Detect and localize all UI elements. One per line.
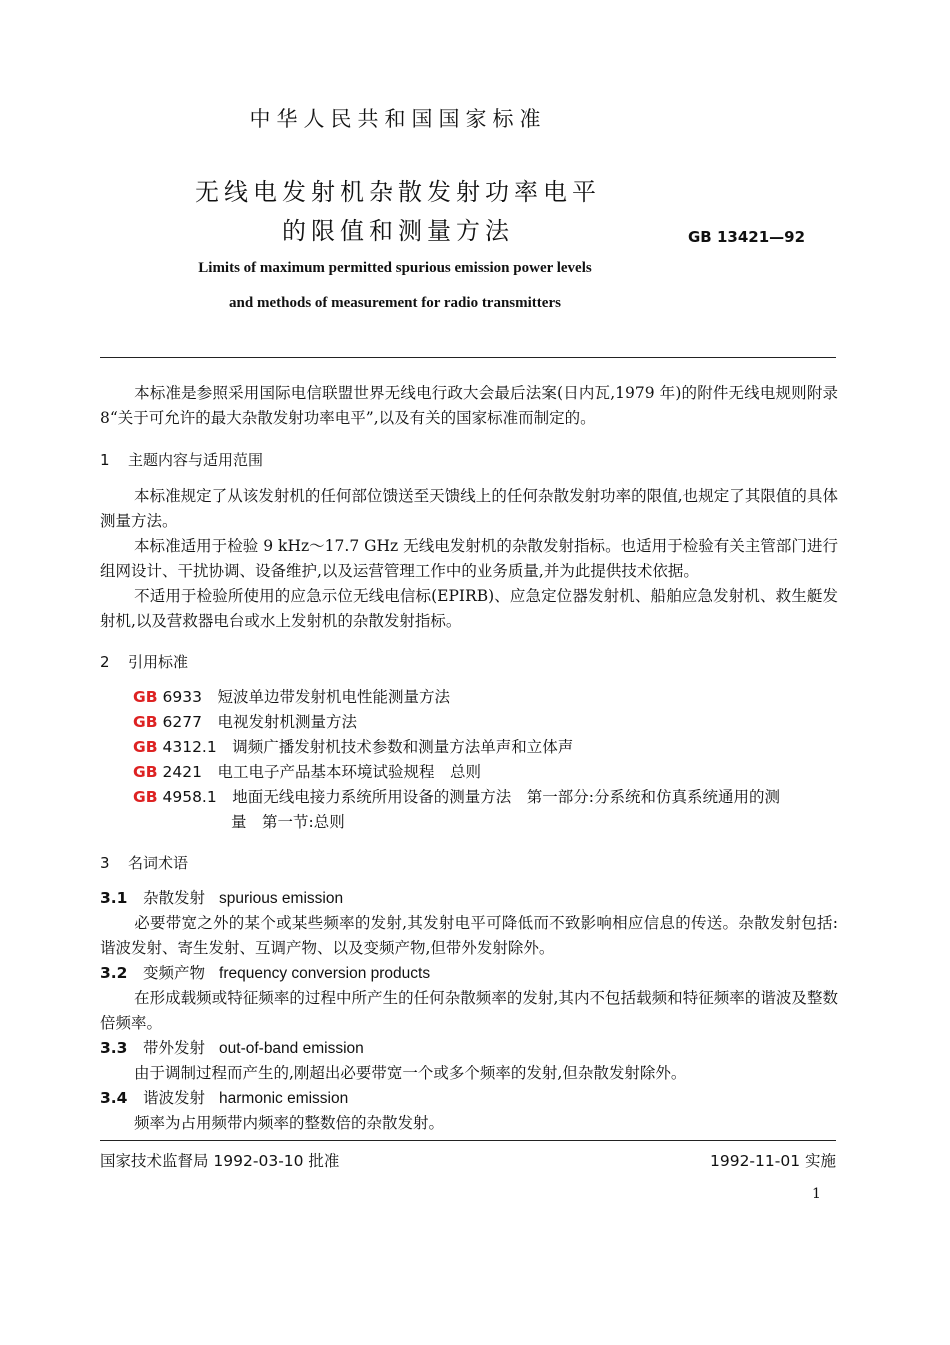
section-1-heading: 1 主题内容与适用范围 — [100, 451, 264, 469]
footer-divider — [100, 1140, 836, 1141]
term-3-3: 3.3 带外发射 out-of-band emission 由于调制过程而产生的,刚超出必要带宽一个或多个频率的发射,但杂散发射除外。 — [100, 1039, 687, 1082]
reference-item: GB 4958.1 地面无线电接力系统所用设备的测量方法 第一部分:分系统和仿真系统通用的测 量 第一节:总则 — [133, 788, 780, 831]
approval-date: 国家技术监督局 1992-03-10 批准 — [100, 1152, 340, 1170]
term-3-1: 3.1 杂散发射 spurious emission 必要带宽之外的某个或某些频率的发射,其发射电平可降低而不致影响相应信息的传送。杂散发射包括:谐波发射、寄生发射、互调产物、以及变频产物,但带外发射除外。 — [100, 889, 838, 957]
section-1-paragraph-3: 不适用于检验所使用的应急示位无线电信标(EPIRB)、应急定位器发射机、船舶应急发射机、救生艇发射机,以及营救器电台或水上发射机的杂散发射指标。 — [100, 587, 838, 630]
term-3-4: 3.4 谐波发射 harmonic emission 频率为占用频带内频率的整数倍的杂散发射。 — [100, 1089, 445, 1132]
section-1-paragraph-2: 本标准适用于检验 9 kHz～17.7 GHz 无线电发射机的杂散发射指标。也适用于检验有关主管部门进行组网设计、干扰协调、设备维护,以及运营管理工作中的业务质量,并为此提供技术依据。 — [100, 537, 838, 580]
section-1-paragraph-1: 本标准规定了从该发射机的任何部位馈送至天馈线上的任何杂散发射功率的限值,也规定了其限值的具体测量方法。 — [100, 487, 838, 530]
en-title-line2: and methods of measurement for radio transmitters — [229, 295, 561, 311]
term-3-2: 3.2 变频产物 frequency conversion products 在形成载频或特征频率的过程中所产生的任何杂散频率的发射,其内不包括载频和特征频率的谐波及整数倍频率。 — [100, 964, 838, 1032]
effective-date: 1992-11-01 实施 — [709, 1152, 836, 1170]
reference-item: GB 6933 短波单边带发射机电性能测量方法 — [133, 688, 450, 706]
header-divider — [100, 357, 836, 358]
reference-item: GB 6277 电视发射机测量方法 — [133, 713, 357, 731]
en-title-line1: Limits of maximum permitted spurious emission power levels — [198, 260, 592, 276]
gb-code: GB 13421—92 — [688, 228, 806, 246]
cn-title-line1: 无线电发射机杂散发射功率电平 — [195, 178, 601, 206]
intro-paragraph: 本标准是参照采用国际电信联盟世界无线电行政大会最后法案(日内瓦,1979 年)的附件无线电规则附录 8“关于可允许的最大杂散发射功率电平”,以及有关的国家标准而制定的。 — [100, 384, 838, 427]
standard-category: 中华人民共和国国家标准 — [249, 107, 547, 131]
cn-title-line2: 的限值和测量方法 — [282, 217, 514, 245]
reference-item: GB 2421 电工电子产品基本环境试验规程 总则 — [133, 763, 481, 781]
page-number: 1 — [812, 1186, 821, 1202]
reference-item: GB 4312.1 调频广播发射机技术参数和测量方法单声和立体声 — [133, 738, 574, 756]
section-2-heading: 2 引用标准 — [100, 653, 189, 671]
section-3-heading: 3 名词术语 — [100, 854, 189, 872]
